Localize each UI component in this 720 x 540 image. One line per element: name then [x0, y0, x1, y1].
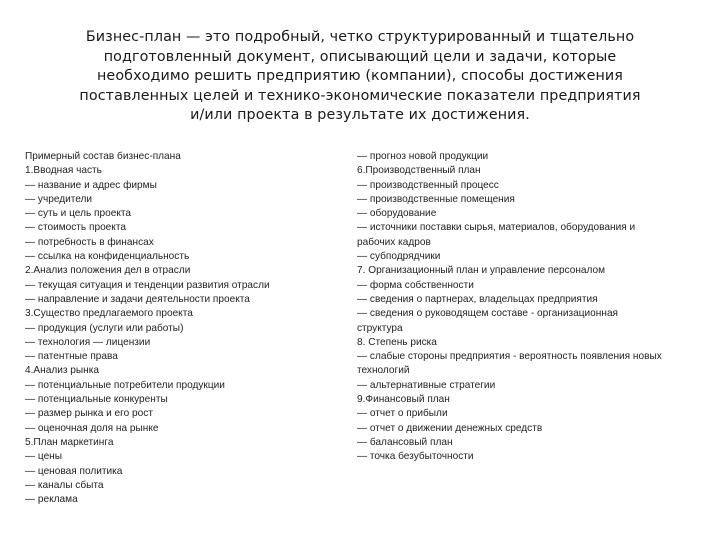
business-plan-outline-right — [357, 150, 697, 465]
outline-item: — технология — лицензии — [25, 336, 151, 348]
outline-item: — патентные права — [25, 351, 118, 363]
outline-item: — направление и задачи деятельности проекта — [25, 293, 250, 305]
section-heading: 3.Существо предлагаемого проекта — [25, 308, 193, 320]
outline-item: — форма собственности — [357, 279, 474, 291]
outline-item: — текущая ситуация и тенденции развития отрасли — [25, 279, 270, 291]
section-heading: 8. Степень риска — [357, 336, 437, 348]
section-heading: 4.Анализ рынка — [25, 365, 99, 377]
outline-item-continuation: технологий — [357, 365, 410, 377]
section-heading: 9.Финансовый план — [357, 394, 450, 406]
outline-item-continuation: рабочих кадров — [357, 236, 431, 248]
outline-item: — слабые стороны предприятия - вероятность появления новых — [357, 351, 662, 363]
outline-item: — производственные помещения — [357, 193, 515, 205]
outline-item: — балансовый план — [357, 436, 453, 448]
outline-item: — отчет о движении денежных средств — [357, 422, 543, 434]
business-plan-outline-left — [25, 150, 325, 507]
outline-item: — оценочная доля на рынке — [25, 422, 159, 434]
outline-item: — потенциальные конкуренты — [25, 394, 168, 406]
outline-item: — продукция (услуги или работы) — [25, 322, 184, 334]
definition-line: и/или проекта в результате их достижения. — [190, 107, 530, 124]
outline-heading: Примерный состав бизнес-плана — [25, 151, 181, 162]
outline-item: — потребность в финансах — [25, 236, 154, 248]
outline-item: — источники поставки сырья, материалов, оборудования и — [357, 222, 636, 234]
outline-item: — альтернативные стратегии — [357, 379, 496, 391]
outline-item: — оборудование — [357, 208, 437, 220]
outline-item: — производственный процесс — [357, 179, 499, 191]
section-heading: 6.Производственный план — [357, 165, 481, 177]
outline-item-continuation: структура — [357, 322, 403, 334]
outline-item: — субподрядчики — [357, 251, 441, 263]
definition-line: поставленных целей и технико-экономические показатели предприятия — [79, 87, 641, 104]
outline-item: — точка безубыточности — [357, 451, 474, 463]
outline-item: — цены — [25, 451, 63, 463]
section-heading: 1.Вводная часть — [25, 165, 102, 177]
definition-line: Бизнес-план — это подробный, четко структурированный и тщательно — [85, 29, 635, 45]
definition-paragraph — [66, 28, 654, 126]
section-heading: 7. Организационный план и управление персоналом — [357, 265, 606, 277]
outline-item: — ссылка на конфиденциальность — [25, 251, 190, 263]
outline-item: — ценовая политика — [25, 465, 123, 477]
outline-item: — учредители — [25, 193, 93, 205]
definition-line: подготовленный документ, описывающий цели и задачи, которые — [103, 48, 617, 65]
outline-item: — суть и цель проекта — [25, 208, 131, 220]
outline-item: — прогноз новой продукции — [357, 151, 489, 162]
definition-line: необходимо решить предприятию (компании), способы достижения — [96, 68, 624, 85]
outline-item: — размер рынка и его рост — [25, 408, 153, 420]
section-heading: 5.План маркетинга — [25, 436, 114, 448]
outline-item: — отчет о прибыли — [357, 408, 448, 420]
outline-item: — сведения о руководящем составе - организационная — [357, 308, 619, 320]
outline-item: — каналы сбыта — [25, 479, 104, 491]
outline-item: — стоимость проекта — [25, 222, 126, 234]
outline-item: — потенциальные потребители продукции — [25, 379, 225, 391]
outline-item: — название и адрес фирмы — [25, 179, 157, 191]
section-heading: 2.Анализ положения дел в отрасли — [25, 265, 191, 277]
outline-item: — сведения о партнерах, владельцах предприятия — [357, 293, 598, 305]
outline-item: — реклама — [25, 494, 78, 506]
